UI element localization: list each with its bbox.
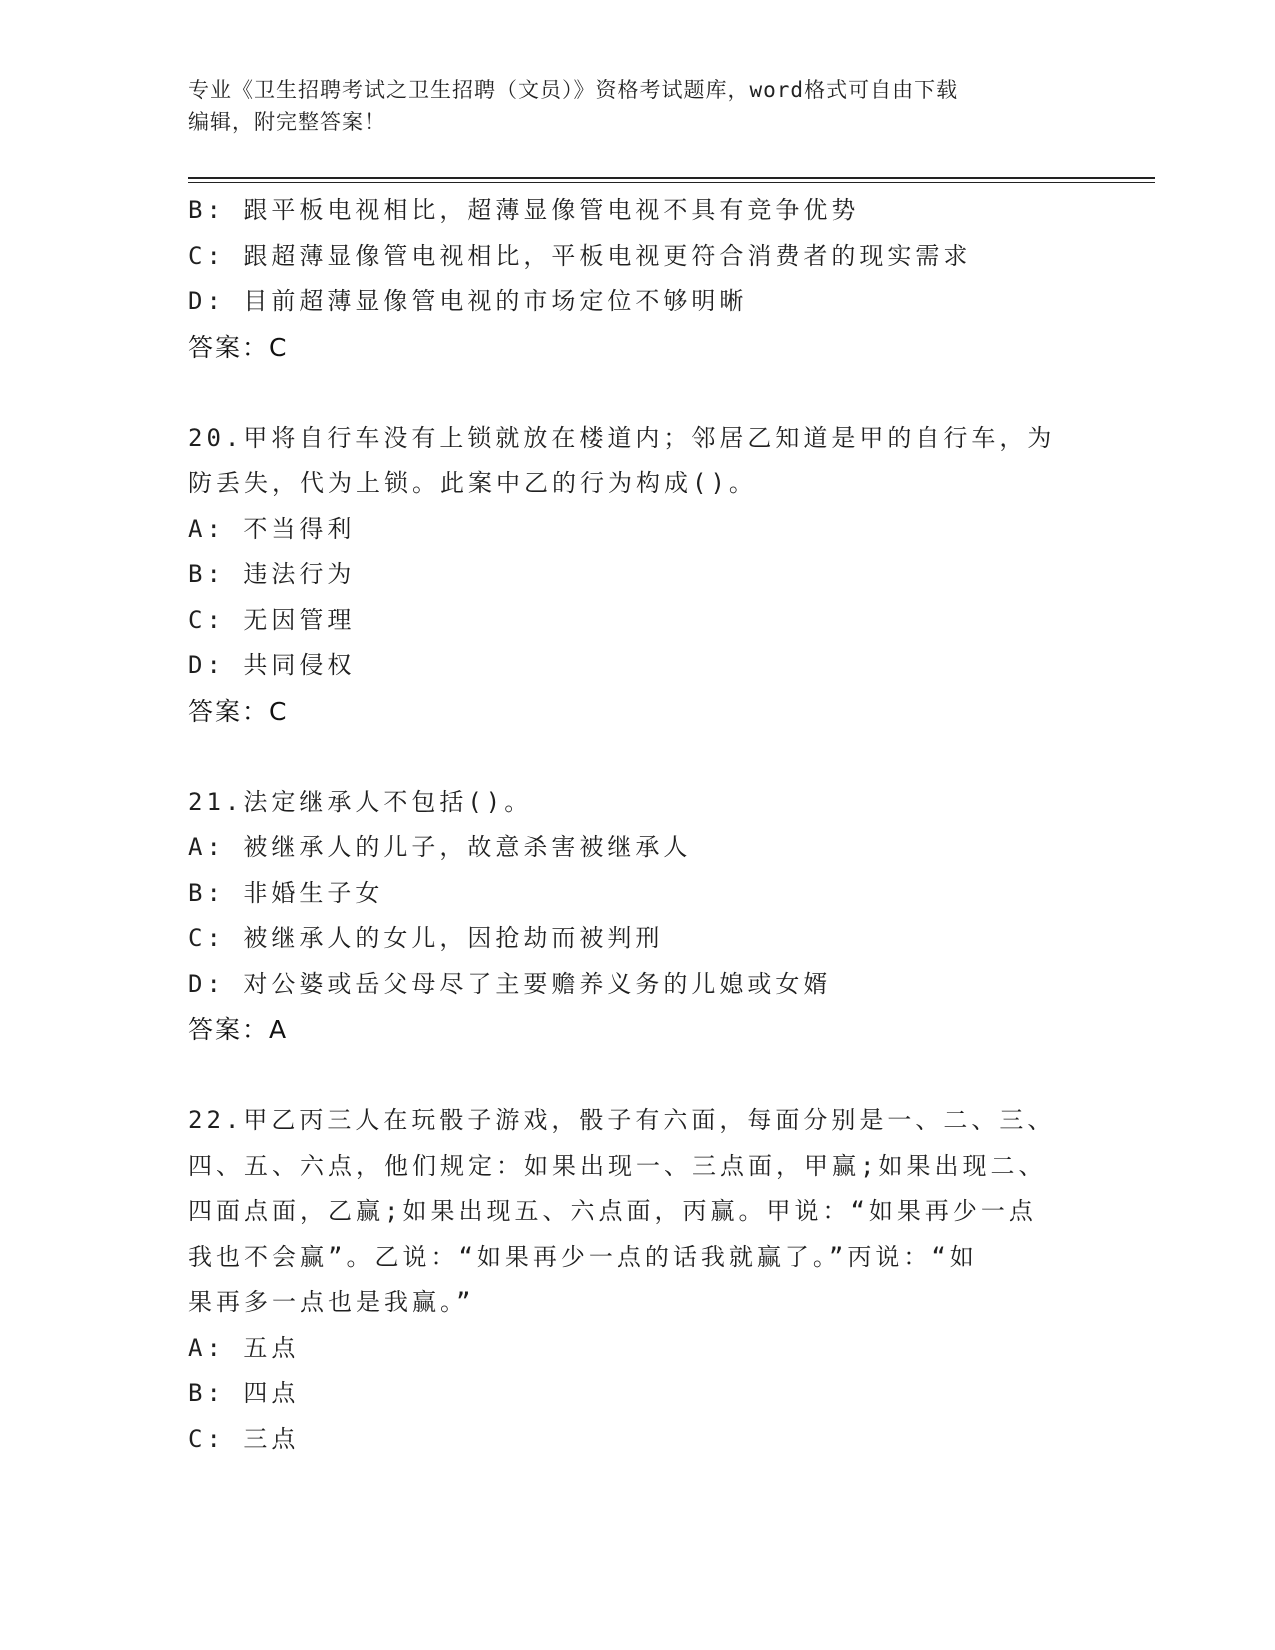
option-c: C: 三点	[188, 1424, 300, 1453]
option-c: C: 被继承人的女儿，因抢劫而被判刑	[188, 924, 664, 952]
question-stem-line: 22.甲乙丙三人在玩骰子游戏，骰子有六面，每面分别是一、二、三、	[188, 1106, 1056, 1134]
option-d: D: 共同侵权	[188, 651, 356, 679]
header-divider-thin	[188, 182, 1155, 183]
question-22	[188, 1098, 1088, 1462]
answer-line: 答案：C	[188, 332, 289, 362]
option-a: A: 不当得利	[188, 514, 356, 543]
option-b: B: 违法行为	[188, 560, 356, 588]
question-stem-line: 四面点面，乙赢;如果出现五、六点面，丙赢。甲说：“如果再少一点	[188, 1197, 1037, 1225]
option-d: D: 对公婆或岳父母尽了主要赡养义务的儿媳或女婿	[188, 969, 832, 998]
question-21	[188, 780, 1088, 1053]
header-divider-thick	[188, 177, 1155, 179]
option-d: D: 目前超薄显像管电视的市场定位不够明晰	[188, 287, 748, 315]
document-header	[188, 74, 1078, 138]
question-list	[188, 188, 1088, 1462]
option-c: C: 无因管理	[188, 605, 356, 634]
question-stem-line: 20.甲将自行车没有上锁就放在楼道内；邻居乙知道是甲的自行车，为	[188, 423, 1056, 452]
spacer	[188, 370, 1088, 416]
answer-line: 答案：A	[188, 1015, 289, 1044]
header-line-1: 专业《卫生招聘考试之卫生招聘（文员）》资格考试题库，word格式可自由下载	[188, 78, 959, 102]
option-b: B: 跟平板电视相比，超薄显像管电视不具有竞争优势	[188, 196, 860, 224]
option-b: B: 非婚生子女	[188, 878, 384, 907]
option-b: B: 四点	[188, 1379, 300, 1407]
spacer	[188, 1053, 1088, 1099]
question-19	[188, 188, 1088, 370]
question-20	[188, 416, 1088, 735]
question-stem-line: 防丢失，代为上锁。此案中乙的行为构成()。	[188, 469, 757, 497]
spacer	[188, 734, 1088, 780]
option-c: C: 跟超薄显像管电视相比，平板电视更符合消费者的现实需求	[188, 241, 972, 270]
question-stem-line: 21.法定继承人不包括()。	[188, 787, 533, 816]
question-stem-line: 果再多一点也是我赢。”	[188, 1288, 475, 1316]
answer-line: 答案：C	[188, 696, 289, 726]
option-a: A: 被继承人的儿子，故意杀害被继承人	[188, 833, 692, 861]
header-line-2: 编辑，附完整答案！	[188, 110, 386, 134]
option-a: A: 五点	[188, 1333, 300, 1362]
question-stem-line: 四、五、六点，他们规定：如果出现一、三点面，甲赢;如果出现二、	[188, 1151, 1047, 1180]
question-stem-line: 我也不会赢”。乙说：“如果再少一点的话我就赢了。”丙说：“如	[188, 1242, 978, 1271]
